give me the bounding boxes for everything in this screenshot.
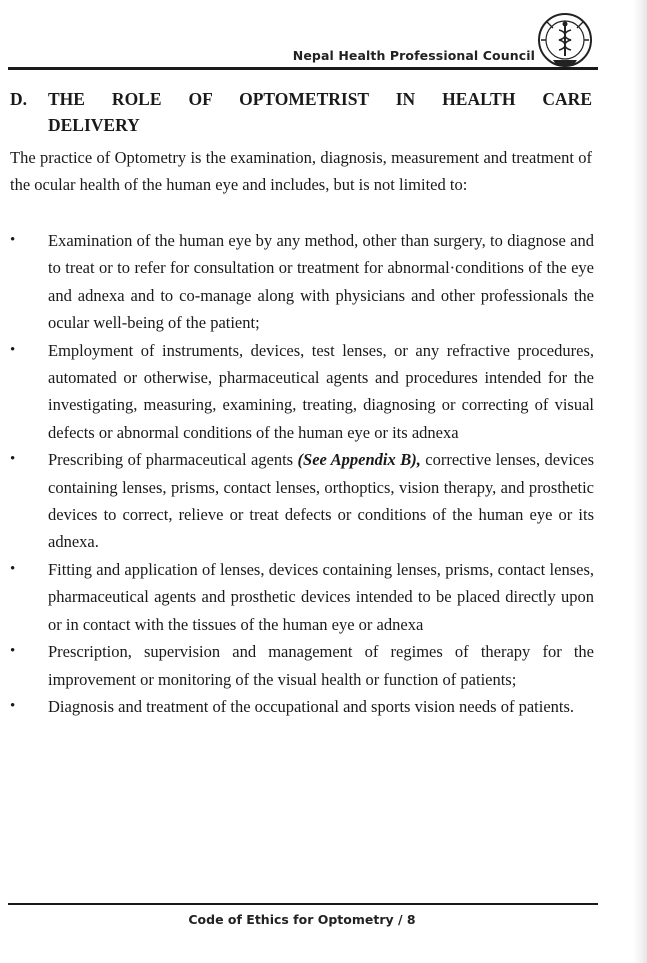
- list-item-text: Fitting and application of lenses, devices containing lenses, prisms, contact lenses, pharmaceutical agents and prosthetic devices intended to be placed directly upon or in contact with the tissues of the human eye or adnexa: [48, 559, 594, 634]
- practice-list: [10, 227, 594, 720]
- list-item-text-before: Prescribing of pharmaceutical agents: [48, 450, 298, 470]
- page-edge-shadow: [633, 0, 647, 963]
- list-item-text: Diagnosis and treatment of the occupational and sports vision needs of patients.: [48, 696, 575, 716]
- bullet-icon: •: [10, 341, 16, 358]
- section-letter: D.: [10, 89, 28, 109]
- list-item: [10, 227, 594, 337]
- list-item: [10, 337, 594, 447]
- footer-rule: [8, 903, 598, 905]
- list-item: [10, 446, 594, 556]
- list-item-text-after: corrective lenses, devices containing lenses, prisms, contact lenses, orthoptics, vision therapy, and prosthetic devices to correct, relieve or treat defects or conditions of the human eye or its adnexa.: [48, 450, 594, 552]
- list-item: [10, 638, 594, 693]
- list-item: [10, 556, 594, 638]
- footer-page-label: Code of Ethics for Optometry / 8: [188, 912, 416, 927]
- bullet-icon: •: [10, 560, 16, 577]
- appendix-reference: (See Appendix B),: [297, 450, 421, 470]
- list-item-text: Examination of the human eye by any method, other than surgery, to diagnose and to treat or to refer for consultation or treatment for abnormal·conditions of the eye and adnexa and to co-manage along with physicians and other professionals the ocular well-being of the patient;: [48, 231, 594, 333]
- list-item-text: Employment of instruments, devices, test lenses, or any refractive procedures, automated or otherwise, pharmaceutical agents and procedures intended for the investigating, measuring, examining, treating, diagnosing or correcting of visual defects or abnormal conditions of the human eye or its adnexa: [48, 340, 594, 442]
- header-rule: [8, 67, 598, 70]
- list-item: [10, 693, 594, 720]
- bullet-icon: •: [10, 451, 16, 468]
- section-title-line-1: THE ROLE OF OPTOMETRIST IN HEALTH CARE: [48, 89, 592, 109]
- bullet-icon: •: [10, 232, 16, 248]
- header-organization: Nepal Health Professional Council: [292, 48, 535, 63]
- bullet-icon: •: [10, 697, 16, 714]
- bullet-icon: •: [10, 643, 16, 660]
- list-item-text: Prescription, supervision and management of regimes of therapy for the improvement or monitoring of the visual health or function of patients;: [48, 642, 594, 689]
- section-title-line-2: DELIVERY: [48, 115, 140, 135]
- council-seal-icon: [533, 10, 597, 70]
- intro-paragraph: The practice of Optometry is the examination, diagnosis, measurement and treatment of the ocular health of the human eye and includes, but is not limited to:: [10, 148, 592, 195]
